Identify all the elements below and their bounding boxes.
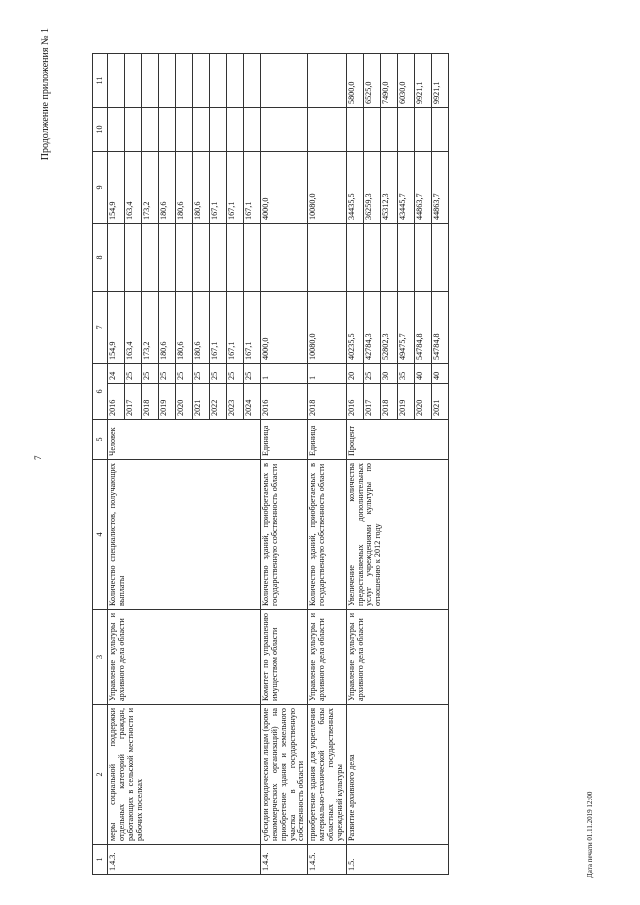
- extrabudgetary-cell: [261, 54, 308, 108]
- extrabudgetary-cell: 5800,0: [346, 54, 363, 108]
- local-budget-cell: [261, 108, 308, 152]
- regional-budget-cell: 44863,7: [431, 152, 448, 224]
- indicator-name-cell: Количество зданий, приобретаемых в государственную собственность области: [261, 460, 308, 610]
- unit-cell: Единица: [308, 420, 346, 460]
- local-budget-cell: [397, 108, 414, 152]
- total-funding-cell: 49475,7: [397, 292, 414, 364]
- target-value-cell: 25: [193, 364, 210, 384]
- year-cell: 2017: [363, 384, 380, 420]
- federal-budget-cell: [261, 224, 308, 292]
- header-cell: 3: [93, 610, 108, 705]
- measure-name-cell: приобретение здания для укрепления материально-технической базы областных государственных учреждений культуры: [308, 705, 346, 845]
- target-value-cell: 25: [244, 364, 261, 384]
- header-cell: 5: [93, 420, 108, 460]
- total-funding-cell: 52802,3: [380, 292, 397, 364]
- target-value-cell: 40: [431, 364, 448, 384]
- total-funding-cell: 54784,8: [431, 292, 448, 364]
- header-cell: 4: [93, 460, 108, 610]
- header-cell: 1: [93, 845, 108, 875]
- target-value-cell: 1: [308, 364, 346, 384]
- total-funding-cell: 163,4: [125, 292, 142, 364]
- regional-budget-cell: 167,1: [244, 152, 261, 224]
- responsible-executor-cell: Управление культуры и архивного дела области: [346, 610, 448, 705]
- measure-code-cell: 1.4.5.: [308, 845, 346, 875]
- total-funding-cell: 40235,5: [346, 292, 363, 364]
- extrabudgetary-cell: [176, 54, 193, 108]
- table-row: [308, 54, 346, 875]
- regional-budget-cell: 4000,0: [261, 152, 308, 224]
- year-cell: 2016: [346, 384, 363, 420]
- year-cell: 2019: [159, 384, 176, 420]
- regional-budget-cell: 173,2: [142, 152, 159, 224]
- header-cell: 11: [93, 54, 108, 108]
- target-value-cell: 25: [176, 364, 193, 384]
- year-cell: 2016: [261, 384, 308, 420]
- local-budget-cell: [227, 108, 244, 152]
- federal-budget-cell: [108, 224, 125, 292]
- header-cell: 6: [93, 364, 108, 420]
- federal-budget-cell: [159, 224, 176, 292]
- local-budget-cell: [346, 108, 363, 152]
- local-budget-cell: [159, 108, 176, 152]
- year-cell: 2016: [108, 384, 125, 420]
- regional-budget-cell: 180,6: [193, 152, 210, 224]
- target-value-cell: 1: [261, 364, 308, 384]
- extrabudgetary-cell: 6030,0: [397, 54, 414, 108]
- local-budget-cell: [414, 108, 431, 152]
- unit-cell: Человек: [108, 420, 261, 460]
- federal-budget-cell: [397, 224, 414, 292]
- federal-budget-cell: [244, 224, 261, 292]
- table-row: [108, 54, 125, 875]
- year-cell: 2019: [397, 384, 414, 420]
- extrabudgetary-cell: [227, 54, 244, 108]
- target-value-cell: 25: [210, 364, 227, 384]
- federal-budget-cell: [193, 224, 210, 292]
- local-budget-cell: [176, 108, 193, 152]
- measure-name-cell: меры социальной поддержки отдельных категорий граждан, работающих в сельской местности и рабочих поселках: [108, 705, 261, 845]
- total-funding-cell: 180,6: [176, 292, 193, 364]
- federal-budget-cell: [125, 224, 142, 292]
- total-funding-cell: 154,9: [108, 292, 125, 364]
- table-body: [108, 54, 449, 875]
- measure-name-cell: Развитие архивного дела: [346, 705, 448, 845]
- regional-budget-cell: 45312,3: [380, 152, 397, 224]
- local-budget-cell: [363, 108, 380, 152]
- total-funding-cell: 42784,3: [363, 292, 380, 364]
- indicator-name-cell: Увеличение количества предоставляемых дополнительных услуг учреждениями культуры по отношению к 2012 году: [346, 460, 448, 610]
- total-funding-cell: 167,1: [227, 292, 244, 364]
- federal-budget-cell: [142, 224, 159, 292]
- measure-code-cell: 1.4.4.: [261, 845, 308, 875]
- local-budget-cell: [210, 108, 227, 152]
- local-budget-cell: [308, 108, 346, 152]
- year-cell: 2024: [244, 384, 261, 420]
- header-cell: 9: [93, 152, 108, 224]
- header-cell: 7: [93, 292, 108, 364]
- extrabudgetary-cell: [142, 54, 159, 108]
- indicator-name-cell: Количество специалистов, получающих выплаты: [108, 460, 261, 610]
- appendix-continuation-note: Продолжение приложения № 1: [40, 28, 51, 161]
- target-value-cell: 25: [363, 364, 380, 384]
- measure-name-cell: субсидии юридическим лицам (кроме некоммерческих организаций) на приобретение здания и земельного участка в государственную собственность области: [261, 705, 308, 845]
- year-cell: 2018: [142, 384, 159, 420]
- target-value-cell: 25: [125, 364, 142, 384]
- responsible-executor-cell: Комитет по управлению имуществом области: [261, 610, 308, 705]
- extrabudgetary-cell: [159, 54, 176, 108]
- extrabudgetary-cell: [125, 54, 142, 108]
- responsible-executor-cell: Управление культуры и архивного дела области: [308, 610, 346, 705]
- local-budget-cell: [142, 108, 159, 152]
- target-value-cell: 30: [380, 364, 397, 384]
- year-cell: 2020: [176, 384, 193, 420]
- header-cell: 10: [93, 108, 108, 152]
- indicator-name-cell: Количество зданий, приобретаемых в государственную собственность области: [308, 460, 346, 610]
- unit-cell: Процент: [346, 420, 448, 460]
- local-budget-cell: [244, 108, 261, 152]
- year-cell: 2021: [193, 384, 210, 420]
- local-budget-cell: [380, 108, 397, 152]
- extrabudgetary-cell: 9921,1: [414, 54, 431, 108]
- federal-budget-cell: [431, 224, 448, 292]
- year-cell: 2021: [431, 384, 448, 420]
- regional-budget-cell: 154,9: [108, 152, 125, 224]
- responsible-executor-cell: Управление культуры и архивного дела области: [108, 610, 261, 705]
- federal-budget-cell: [363, 224, 380, 292]
- header-row: [93, 54, 108, 875]
- extrabudgetary-cell: [193, 54, 210, 108]
- local-budget-cell: [125, 108, 142, 152]
- program-measures-table: [92, 53, 449, 875]
- unit-cell: Единица: [261, 420, 308, 460]
- total-funding-cell: 167,1: [210, 292, 227, 364]
- year-cell: 2023: [227, 384, 244, 420]
- measure-code-cell: 1.5.: [346, 845, 448, 875]
- year-cell: 2022: [210, 384, 227, 420]
- header-cell: 8: [93, 224, 108, 292]
- year-cell: 2018: [380, 384, 397, 420]
- page-number: 7: [33, 455, 43, 460]
- total-funding-cell: 180,6: [193, 292, 210, 364]
- extrabudgetary-cell: 6525,0: [363, 54, 380, 108]
- local-budget-cell: [431, 108, 448, 152]
- total-funding-cell: 10080,0: [308, 292, 346, 364]
- total-funding-cell: 180,6: [159, 292, 176, 364]
- extrabudgetary-cell: [244, 54, 261, 108]
- extrabudgetary-cell: [108, 54, 125, 108]
- local-budget-cell: [193, 108, 210, 152]
- year-cell: 2017: [125, 384, 142, 420]
- federal-budget-cell: [176, 224, 193, 292]
- target-value-cell: 25: [142, 364, 159, 384]
- total-funding-cell: 173,2: [142, 292, 159, 364]
- regional-budget-cell: 10080,0: [308, 152, 346, 224]
- print-date-footer: Дата печати 01.11.2019 12:00: [586, 791, 594, 878]
- federal-budget-cell: [308, 224, 346, 292]
- regional-budget-cell: 167,1: [227, 152, 244, 224]
- regional-budget-cell: 34435,5: [346, 152, 363, 224]
- federal-budget-cell: [346, 224, 363, 292]
- extrabudgetary-cell: [308, 54, 346, 108]
- regional-budget-cell: 167,1: [210, 152, 227, 224]
- regional-budget-cell: 163,4: [125, 152, 142, 224]
- federal-budget-cell: [380, 224, 397, 292]
- measure-code-cell: 1.4.3.: [108, 845, 261, 875]
- extrabudgetary-cell: 7490,0: [380, 54, 397, 108]
- target-value-cell: 40: [414, 364, 431, 384]
- target-value-cell: 25: [159, 364, 176, 384]
- regional-budget-cell: 180,6: [159, 152, 176, 224]
- federal-budget-cell: [210, 224, 227, 292]
- target-value-cell: 35: [397, 364, 414, 384]
- target-value-cell: 25: [227, 364, 244, 384]
- year-cell: 2018: [308, 384, 346, 420]
- table-row: [346, 54, 363, 875]
- total-funding-cell: 167,1: [244, 292, 261, 364]
- extrabudgetary-cell: 9921,1: [431, 54, 448, 108]
- total-funding-cell: 4000,0: [261, 292, 308, 364]
- regional-budget-cell: 36259,3: [363, 152, 380, 224]
- regional-budget-cell: 43445,7: [397, 152, 414, 224]
- header-cell: 2: [93, 705, 108, 845]
- regional-budget-cell: 44863,7: [414, 152, 431, 224]
- federal-budget-cell: [227, 224, 244, 292]
- local-budget-cell: [108, 108, 125, 152]
- regional-budget-cell: 180,6: [176, 152, 193, 224]
- year-cell: 2020: [414, 384, 431, 420]
- target-value-cell: 20: [346, 364, 363, 384]
- total-funding-cell: 54784,8: [414, 292, 431, 364]
- table-row: [261, 54, 308, 875]
- target-value-cell: 24: [108, 364, 125, 384]
- federal-budget-cell: [414, 224, 431, 292]
- extrabudgetary-cell: [210, 54, 227, 108]
